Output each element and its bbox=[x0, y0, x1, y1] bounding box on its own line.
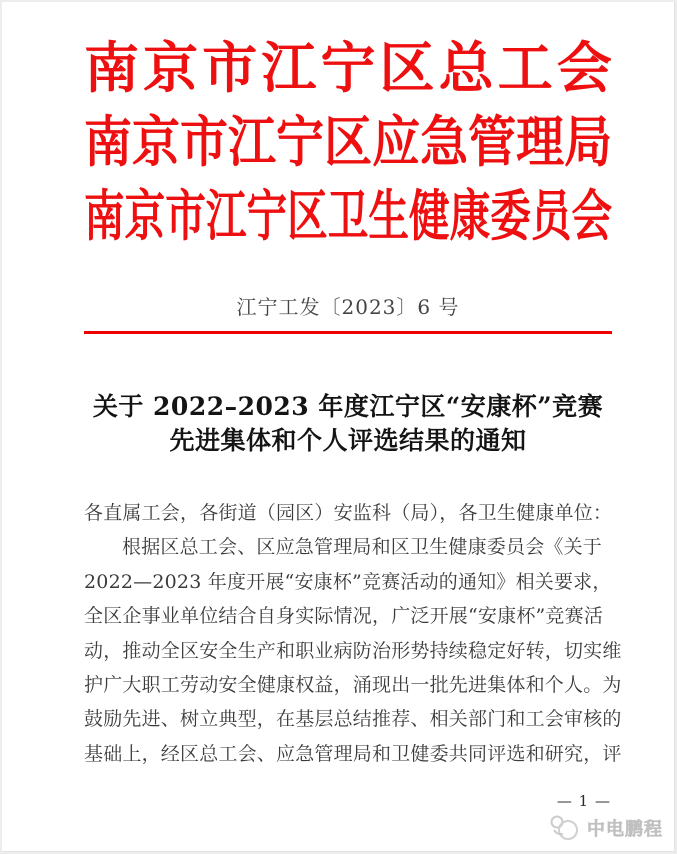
body-line: 全区企事业单位结合自身实际情况，广泛开展“安康杯”竞赛活 bbox=[84, 605, 604, 628]
body-line: 2022—2023 年度开展“安康杯”竞赛活动的通知》相关要求， bbox=[84, 570, 612, 593]
document-content bbox=[84, 0, 622, 771]
body-line: 根据区总工会、区应急管理局和区卫生健康委员会《关于 bbox=[122, 536, 603, 559]
page-number: — 1 — bbox=[556, 792, 611, 810]
title-line-2: 先进集体和个人评选结果的通知 bbox=[169, 426, 527, 455]
body-line: 各直属工会，各街道（园区）安监科（局），各卫生健康单位： bbox=[84, 502, 613, 524]
document-body bbox=[84, 496, 622, 771]
watermark-text: 中电鹏程 bbox=[587, 819, 663, 840]
body-line: 护广大职工劳动安全健康权益，涌现出一批先进集体和个人。为 bbox=[84, 674, 622, 697]
watermark bbox=[548, 813, 663, 843]
document-title bbox=[84, 390, 612, 458]
body-line: 基础上，经区总工会、应急管理局和卫健委共同评选和研究，评 bbox=[84, 742, 622, 765]
document-number: 江宁工发〔2023〕6 号 bbox=[236, 295, 460, 319]
title-line-1: 关于 2022–2023 年度江宁区“安康杯”竞赛 bbox=[92, 392, 604, 421]
letterhead-line-2: 南 京 市 江 宁 区 应 急 管 理 局 bbox=[84, 109, 613, 174]
body-line: 动，推动全区安全生产和职业病防治形势持续稳定好转，切实维 bbox=[84, 639, 622, 662]
body-line: 鼓励先进、树立典型，在基层总结推荐、相关部门和工会审核的 bbox=[84, 708, 622, 731]
letterhead-line-3: 南 京 市 江 宁 区 卫 生 健 康 委 员 会 bbox=[84, 183, 613, 248]
watermark-logo-icon bbox=[548, 813, 582, 843]
letterhead bbox=[84, 31, 612, 253]
letterhead-line-1: 南 京 市 江 宁 区 总 工 会 bbox=[84, 35, 612, 100]
red-separator-rule bbox=[84, 331, 612, 334]
